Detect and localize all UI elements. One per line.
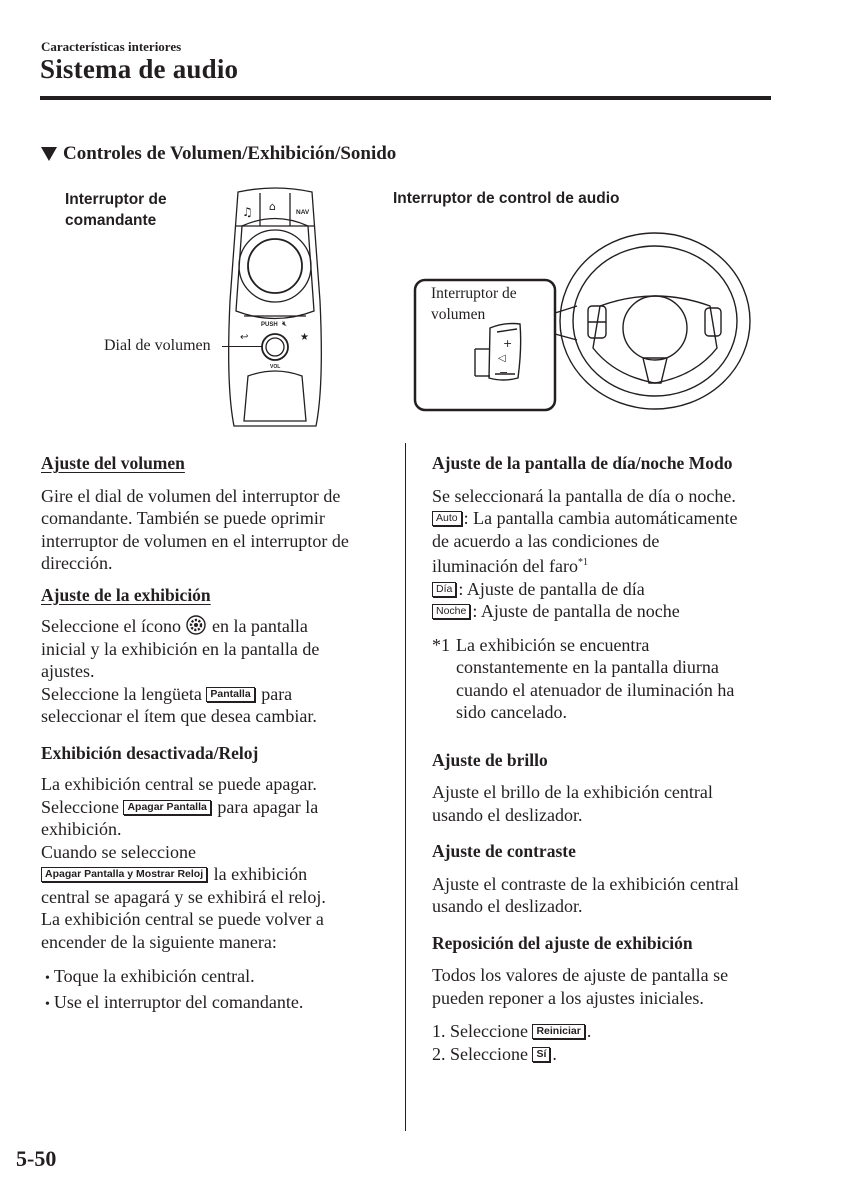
- pantalla-tab-key: Pantalla: [206, 687, 254, 702]
- mode-text: Se seleccionará la pantalla de día o noche.: [432, 485, 736, 506]
- dia-key: Día: [432, 582, 456, 597]
- si-key: Sí: [532, 1047, 550, 1062]
- display-text-part: Seleccione la lengüeta: [41, 683, 202, 704]
- contrast-text: usando el deslizador.: [432, 896, 583, 916]
- display-off-text: [41, 863, 396, 886]
- volume-dial-leader-line: [222, 346, 262, 347]
- display-off-text: La exhibición central se puede volver a: [41, 909, 324, 929]
- display-text-part: para: [261, 683, 293, 704]
- mode-auto-text: de acuerdo a las condiciones de: [432, 530, 660, 551]
- step-number: 2.: [432, 1043, 446, 1064]
- display-text: seleccionar el ítem que desea cambiar.: [41, 706, 317, 726]
- footnote-mark: *1: [432, 634, 450, 655]
- right-column: [432, 452, 777, 1065]
- commander-label-line1: Interruptor de: [65, 191, 167, 208]
- vol-label: VOL: [270, 364, 281, 370]
- reset-text: pueden reponer a los ajustes iniciales.: [432, 987, 704, 1008]
- page-title: Sistema de audio: [40, 54, 239, 84]
- mode-auto-line: [432, 507, 777, 530]
- bullet-item: • Toque la exhibición central.: [45, 966, 255, 986]
- reiniciar-key: Reiniciar: [532, 1024, 584, 1039]
- display-off-text-part: para apagar la: [217, 796, 319, 817]
- footnote-text: constantemente en la pantalla diurna: [456, 657, 719, 677]
- apagar-pantalla-mostrar-reloj-key: Apagar Pantalla y Mostrar Reloj: [41, 867, 207, 882]
- commander-label-line2: comandante: [65, 212, 157, 229]
- display-text: [41, 683, 396, 706]
- apagar-pantalla-key: Apagar Pantalla: [123, 800, 210, 815]
- display-adjust-heading: Ajuste de la exhibición: [41, 584, 211, 605]
- display-off-text-part: Seleccione: [41, 796, 119, 817]
- commander-knob-inner: [248, 239, 302, 293]
- display-text-part: en la pantalla: [211, 616, 308, 636]
- reset-text: Todos los valores de ajuste de pantalla se: [432, 965, 729, 985]
- mute-icon: 🔇︎: [282, 319, 288, 328]
- brightness-text: Ajuste el brillo de la exhibición central: [432, 782, 713, 802]
- commander-switch-illustration: [220, 186, 330, 431]
- reset-heading: Reposición del ajuste de exhibición: [432, 932, 693, 953]
- mode-auto-text: [432, 552, 777, 578]
- step-period: .: [552, 1043, 557, 1064]
- noche-key: Noche: [432, 604, 470, 619]
- steering-figure-label: Interruptor de control de audio: [393, 190, 620, 207]
- day-night-mode-heading: Ajuste de la pantalla de día/noche Modo: [432, 453, 733, 473]
- mode-noche-line: [432, 600, 777, 623]
- bullet-text: Toque la exhibición central.: [53, 966, 255, 986]
- footnote-reference: *1: [577, 557, 588, 568]
- inset-label-line2: volumen: [431, 306, 486, 323]
- title-rule: [40, 96, 771, 100]
- mode-noche-text: : Ajuste de pantalla de noche: [472, 601, 680, 621]
- left-column: [41, 452, 396, 1016]
- favorite-star-icon: ★: [300, 332, 309, 343]
- volume-adjust-heading: Ajuste del volumen: [41, 453, 185, 473]
- footnote: [432, 634, 777, 724]
- push-label: PUSH: [261, 322, 278, 328]
- settings-gear-icon: [186, 615, 206, 635]
- mode-auto-text: : La pantalla cambia automáticamente: [463, 508, 738, 528]
- display-off-text-part: la exhibición: [213, 864, 308, 884]
- display-off-heading: Exhibición desactivada/Reloj: [41, 742, 259, 763]
- page-number: 5-50: [16, 1146, 57, 1171]
- footnote-text: cuando el atenuador de iluminación ha: [456, 679, 735, 700]
- minus-icon: −: [499, 366, 509, 379]
- mode-dia-text: : Ajuste de pantalla de día: [458, 578, 645, 599]
- display-text: ajustes.: [41, 661, 95, 681]
- section-heading: [41, 143, 396, 165]
- auto-key: Auto: [432, 511, 462, 526]
- volume-switch-inset-label: [431, 283, 517, 325]
- inset-label-line1: Interruptor de: [431, 285, 517, 302]
- section-heading-text: Controles de Volumen/Exhibición/Sonido: [63, 143, 397, 164]
- plus-icon: +: [503, 337, 513, 350]
- contrast-heading: Ajuste de contraste: [432, 841, 576, 861]
- back-icon: ↩: [240, 332, 249, 343]
- home-icon: ⌂: [269, 200, 276, 213]
- footnote-text: sido cancelado.: [456, 702, 567, 722]
- reset-step: [432, 1043, 777, 1066]
- steering-hub: [593, 296, 717, 383]
- display-off-text: central se apagará y se exhibirá el reloj.: [41, 886, 326, 907]
- commander-knob-outer: [239, 230, 311, 302]
- triangle-down-icon: [41, 147, 57, 161]
- volume-text: dirección.: [41, 553, 113, 573]
- mode-auto-text-part: iluminación del faro: [432, 556, 578, 576]
- display-off-text: exhibición.: [41, 819, 122, 839]
- display-off-text: encender de la siguiente manera:: [41, 931, 277, 952]
- volume-text: interruptor de volumen en el interruptor de: [41, 530, 349, 551]
- footnote-text: La exhibición se encuentra: [456, 634, 650, 655]
- breadcrumb: Características interiores: [41, 39, 182, 54]
- step-period: .: [586, 1021, 592, 1041]
- speaker-icon: ◁: [498, 353, 506, 364]
- commander-body: [229, 188, 322, 426]
- step-number: 1.: [432, 1021, 446, 1041]
- step-text: Seleccione: [450, 1021, 528, 1041]
- brightness-heading: Ajuste de brillo: [432, 749, 548, 770]
- nav-label: NAV: [296, 209, 310, 216]
- display-off-text: La exhibición central se puede apagar.: [41, 774, 317, 794]
- display-text: [41, 615, 396, 638]
- display-off-text: Cuando se seleccione: [41, 841, 196, 862]
- bullet-item: • Use el interruptor del comandante.: [45, 991, 304, 1012]
- volume-text: comandante. También se puede oprimir: [41, 508, 325, 528]
- volume-dial-label: Dial de volumen: [104, 337, 211, 354]
- display-off-text: [41, 796, 396, 819]
- brightness-text: usando el deslizador.: [432, 804, 583, 825]
- step-text: Seleccione: [450, 1043, 528, 1064]
- commander-figure-label: [65, 189, 167, 231]
- volume-text: Gire el dial de volumen del interruptor de: [41, 485, 341, 506]
- display-text: inicial y la exhibición en la pantalla de: [41, 638, 320, 659]
- display-text-part: Seleccione el ícono: [41, 616, 181, 636]
- mode-dia-line: [432, 578, 777, 601]
- music-icon: ♫: [242, 205, 253, 219]
- bullet-text: Use el interruptor del comandante.: [53, 991, 304, 1012]
- contrast-text: Ajuste el contraste de la exhibición central: [432, 873, 739, 894]
- reset-step: [432, 1020, 777, 1043]
- column-divider: [405, 443, 406, 1131]
